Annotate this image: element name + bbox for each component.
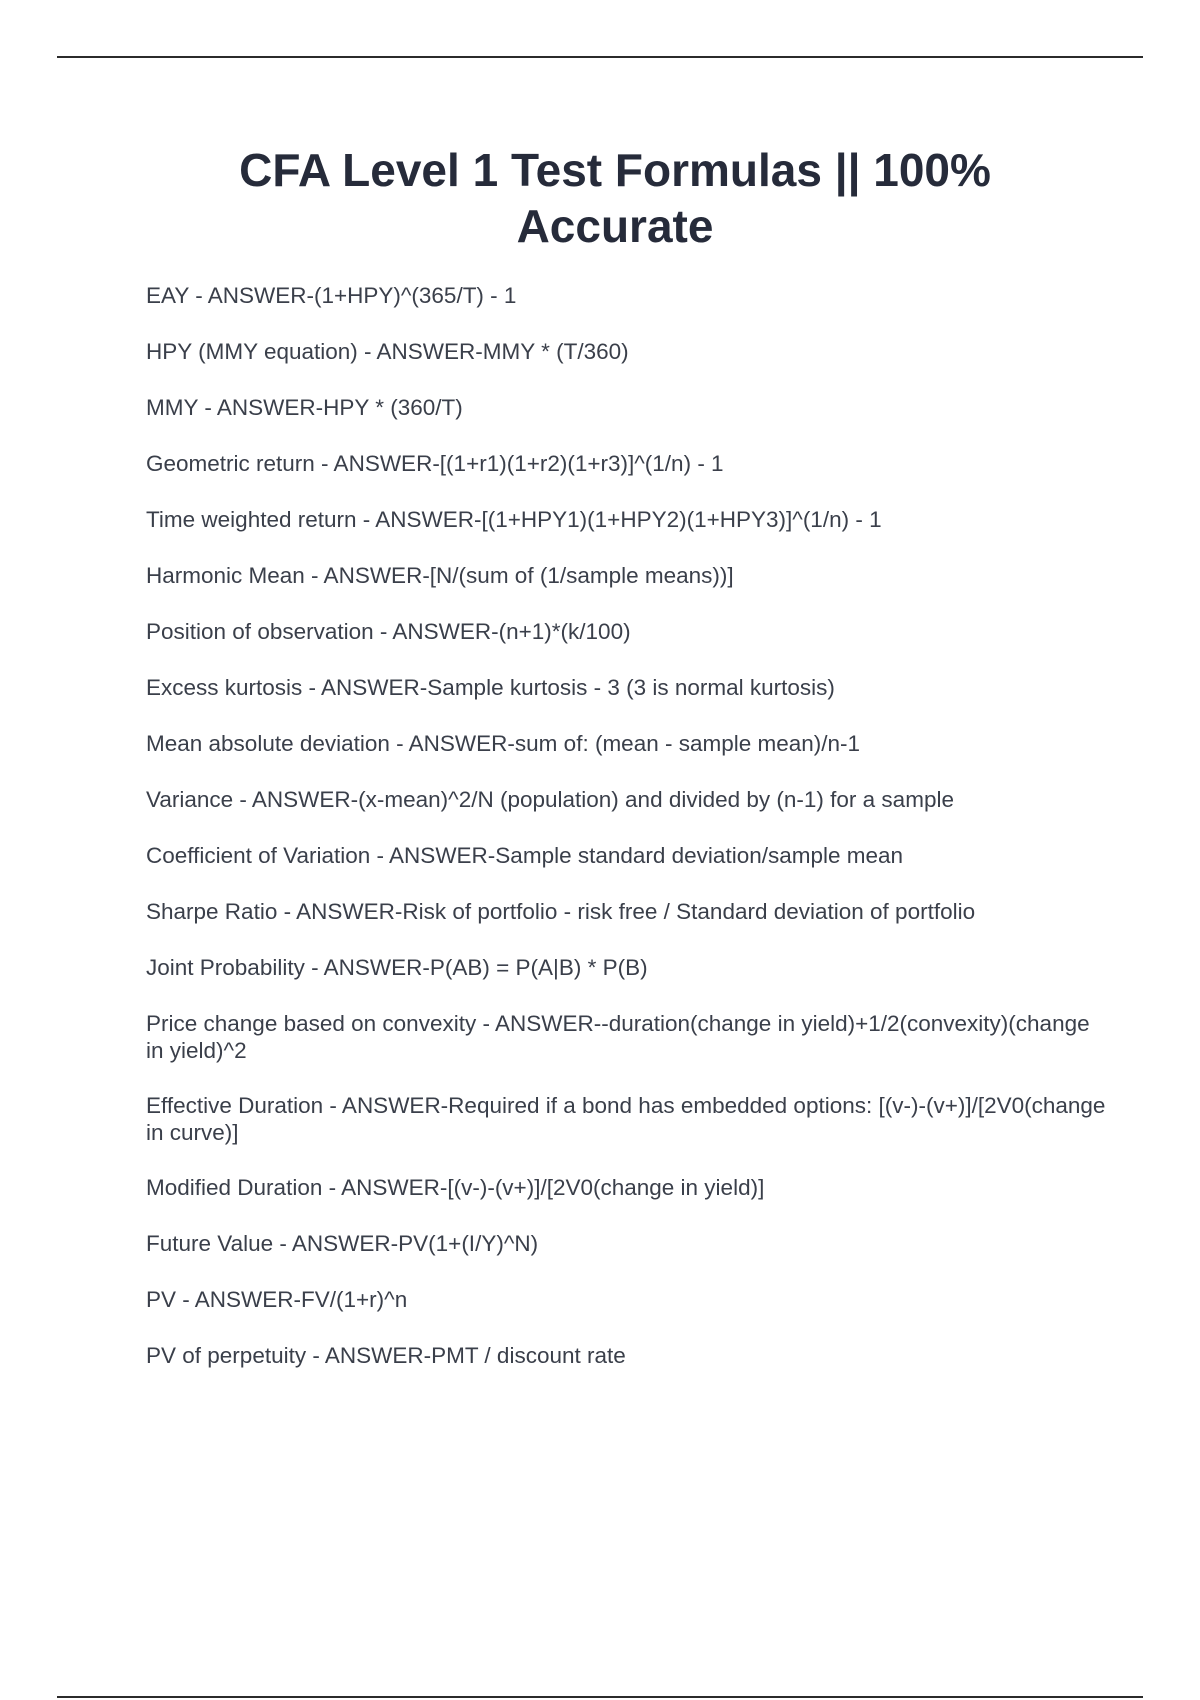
list-item: Modified Duration - ANSWER-[(v-)-(v+)]/[2V0(change in yield)] <box>146 1175 765 1200</box>
top-rule <box>57 56 1143 58</box>
bottom-rule <box>57 1696 1143 1698</box>
list-item: Geometric return - ANSWER-[(1+r1)(1+r2)(1+r3)]^(1/n) - 1 <box>146 451 724 476</box>
list-item: EAY - ANSWER-(1+HPY)^(365/T) - 1 <box>146 283 517 308</box>
list-item: Coefficient of Variation - ANSWER-Sample standard deviation/sample mean <box>146 843 904 868</box>
list-item: Joint Probability - ANSWER-P(AB) = P(A|B) * P(B) <box>146 955 648 980</box>
list-item: Effective Duration - ANSWER-Required if a bond has embedded options: [(v-)-(v+)]/[2V0(change in curve)] <box>146 1093 1106 1145</box>
list-item: Harmonic Mean - ANSWER-[N/(sum of (1/sample means))] <box>146 563 734 588</box>
list-item: Price change based on convexity - ANSWER--duration(change in yield)+1/2(convexity)(change in yield)^2 <box>146 1011 1090 1063</box>
list-item: PV of perpetuity - ANSWER-PMT / discount rate <box>146 1343 626 1368</box>
list-item: Future Value - ANSWER-PV(1+(I/Y)^N) <box>146 1231 539 1256</box>
list-item: MMY - ANSWER-HPY * (360/T) <box>146 395 463 420</box>
page-title: CFA Level 1 Test Formulas || 100% Accurate <box>239 144 991 252</box>
list-item: Position of observation - ANSWER-(n+1)*(k/100) <box>146 619 631 644</box>
list-item: Mean absolute deviation - ANSWER-sum of: (mean - sample mean)/n-1 <box>146 731 861 756</box>
list-item: HPY (MMY equation) - ANSWER-MMY * (T/360) <box>146 339 629 364</box>
list-item: Variance - ANSWER-(x-mean)^2/N (population) and divided by (n-1) for a sample <box>146 787 954 812</box>
list-item: Sharpe Ratio - ANSWER-Risk of portfolio - risk free / Standard deviation of portfolio <box>146 899 976 924</box>
list-item: Time weighted return - ANSWER-[(1+HPY1)(1+HPY2)(1+HPY3)]^(1/n) - 1 <box>146 507 882 532</box>
list-item: PV - ANSWER-FV/(1+r)^n <box>146 1287 408 1312</box>
formula-list <box>146 282 1106 1398</box>
list-item: Excess kurtosis - ANSWER-Sample kurtosis - 3 (3 is normal kurtosis) <box>146 675 835 700</box>
